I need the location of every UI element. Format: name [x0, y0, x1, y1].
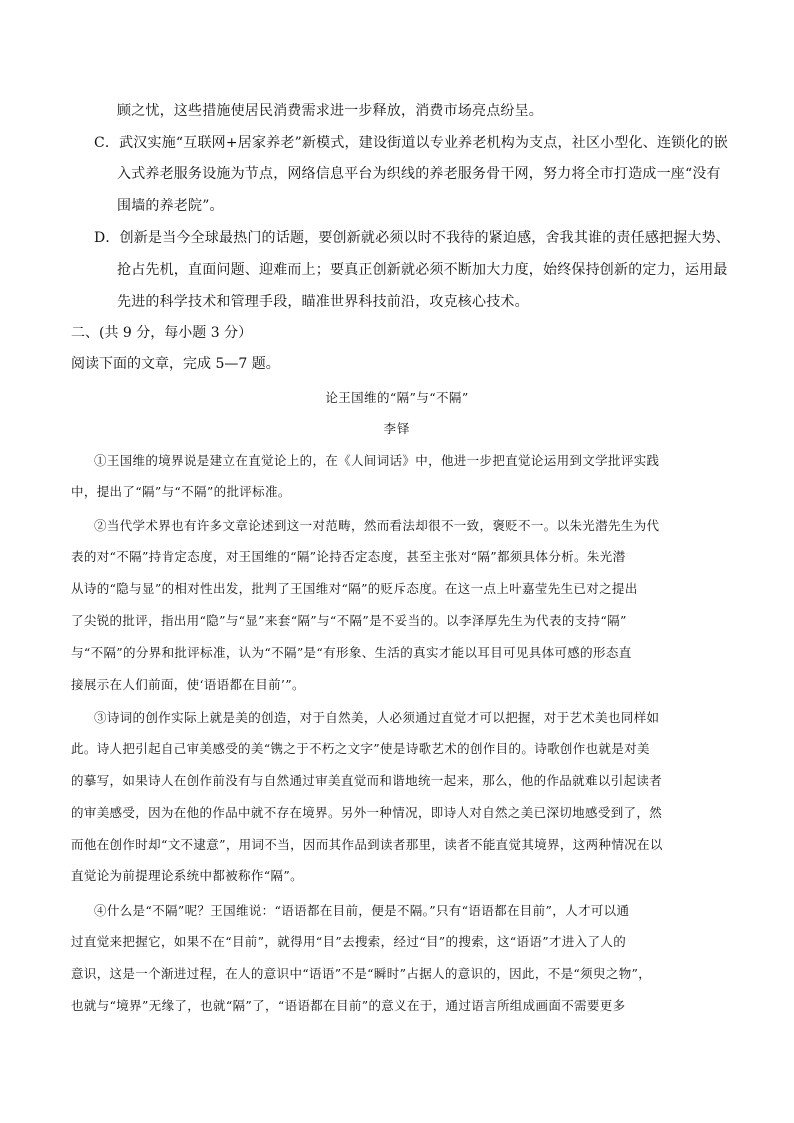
article-author: 李铎 — [383, 421, 411, 436]
article-line: 过直觉来把握它，如果不在“目前”，就得用“目”去搜索，经过“目”的搜索，这“语语”才进入了人的 — [71, 934, 627, 949]
article-line: 表的对“不隔”持肯定态度，对王国维的“隔”论持否定态度，甚至主张对“隔”都须具体分析。朱光潜 — [71, 549, 626, 564]
option-d-line: D．创新是当今全球最热门的话题，要创新就必须以时不我待的紧迫感，舍我其谁的责任感把握大势、 — [94, 230, 730, 246]
article-line: 的审美感受，因为在他的作品中就不存在境界。另外一种情况，即诗人对自然之美已深切地感受到了，然 — [71, 805, 663, 820]
option-b-tail: 顾之忧，这些措施使居民消费需求进一步释放，消费市场亮点纷呈。 — [117, 103, 543, 119]
article-line: ②当代学术界也有许多文章论述到这一对范畴，然而看法却很不一致，褒贬不一。以朱光潜先生为代 — [94, 518, 660, 533]
option-c-line: C．武汉实施“互联网+居家养老”新模式，建设街道以专业养老机构为支点，社区小型化、连锁化的嵌 — [94, 135, 728, 151]
article-line: 此。诗人把引起自己审美感受的美“镌之于不朽之文字”使是诗歌艺术的创作目的。诗歌创作也就是对美 — [71, 741, 650, 756]
section-heading: 二、(共 9 分，每小题 3 分） — [71, 325, 253, 341]
article-line: 与“不隔”的分界和批评标准，认为“不隔”是“有形象、生活的真实才能以耳目可见具体可感的形态直 — [71, 645, 632, 660]
article-line: 而他在创作时却“文不逮意”，用词不当，因而其作品到读者那里，读者不能直觉其境界，这两种情况在以 — [71, 837, 663, 852]
article-line: 中，提出了“隔”与“不隔”的批评标准。 — [71, 484, 291, 499]
article-line: 意识，这是一个渐进过程，在人的意识中“语语”不是“瞬时”占据人的意识的，因此，不是“须臾之物”， — [71, 966, 652, 981]
article-line: 从诗的“隐与显”的相对性出发，批判了王国维对“隔”的贬斥态度。在这一点上叶嘉莹先生已对之提出 — [71, 581, 638, 596]
article-line: ③诗词的创作实际上就是美的创造，对于自然美，人必须通过直觉才可以把握，对于艺术美也同样如 — [94, 710, 660, 725]
article-line: 了尖锐的批评，指出用“隐”与“显”来套“隔”与“不隔”是不妥当的。以李泽厚先生为代表的支持“隔” — [71, 613, 627, 628]
section-instruction: 阅读下面的文章，完成 5—7 题。 — [71, 356, 280, 372]
article-line: ①王国维的境界说是建立在直觉论上的，在《人间词话》中，他进一步把直觉论运用到文学批评实践 — [94, 453, 660, 468]
article-line: 也就与“境界”无缘了，也就“隔”了，“语语都在目前”的意义在于，通过语言所组成画面不需要更多 — [71, 998, 626, 1013]
option-c-line: 围墙的养老院”。 — [117, 198, 224, 214]
option-d-line: 抢占先机，直面问题、迎难而上；要真正创新就必须不断加大力度，始终保持创新的定力，运用最 — [117, 262, 728, 278]
article-title: 论王国维的“隔”与“不隔” — [325, 390, 469, 405]
option-c-line: 入式养老服务设施为节点，网络信息平台为织线的养老服务骨干网，努力将全市打造成一座“没有 — [117, 166, 721, 182]
option-d-line: 先进的科学技术和管理手段，瞄准世界科技前沿，攻克核心技术。 — [117, 294, 529, 310]
article-line: 接展示在人们前面，使‘语语都在目前’”。 — [71, 677, 305, 692]
article-line: 的摹写，如果诗人在创作前没有与自然通过审美直觉而和谐地统一起来，那么，他的作品就难以引起读者 — [71, 773, 663, 788]
article-line: 直觉论为前提理论系统中都被称作“隔”。 — [71, 868, 303, 883]
article-line: ④什么是“不隔”呢？王国维说：“语语都在目前，便是不隔。”只有“语语都在目前”，人才可以通 — [94, 903, 630, 918]
